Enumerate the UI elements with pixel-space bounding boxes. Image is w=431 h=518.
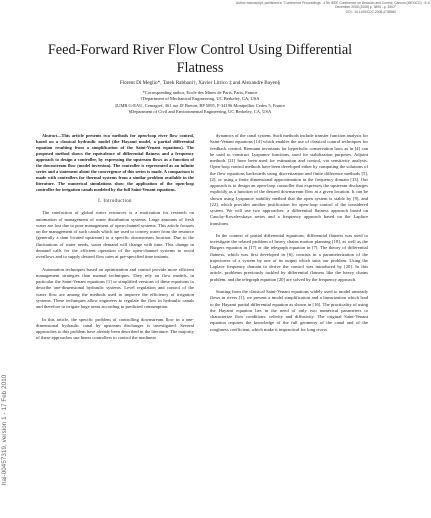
abstract (36, 133, 194, 193)
affiliation-list (40, 90, 360, 115)
banner-line: December 2008 (2008) p. 3895 - p. 3902" (335, 5, 396, 10)
body-paragraph: Starting from the classical Saint-Venant equations widely used to model unsteady flows in rivers [1], we present a model simplification and a linearization which lead to the Hayami partial differential equation as shown in [16]. The practicality of using the Hayami equation lies in the need of only two numerical parameters to characterize flow conditions: celerity and diffusivity. The original Saint-Venant equation requires the knowledge of the full geometry of the canal and of the roughness coefficient, which make it impractical for long rivers (210, 289, 368, 332)
affiliation: †Department of Mechanical Engineering, UC Berkeley, CA, USA (140, 96, 260, 102)
left-column (36, 133, 194, 348)
body-paragraph: dynamics of the canal system. Such methods include transfer function analysis for Saint-Venant equations [14] which enables the use of classical control techniques for feedback control. Riemann invariants for hyperbolic conservation laws as in [4] can be used to construct Lyapunov functions, used for stabilization purposes. Adjoint methods [21] have been used for estimation and control, via sensitivity analysis. Open-loop control methods have been developed either by computing the solutions of the flow equations backwards using discretization and finite difference methods [5], [2], or using a finite dimensional approximation in the frequency domain [13]. Our approach is to design an open-loop controller that expresses the upstream discharges explicitly as a function of the desired downstream flow at a given location. It can be shown using Lyapunov stability method that the open system is stable by [9], and [22], which provides another justification for open-loop control of the considered system. We will use two approaches: a differential flatness approach based on Cauchy-Kovalevskaya series and a frequency approach based on the Laplace transform. (210, 133, 368, 226)
banner-line[interactable]: DOI : 10.1109/CDC.2008.4738960 (345, 9, 396, 14)
hal-side-identifier: hal-00457319, version 1 - 17 Feb 2010 (1, 374, 8, 485)
author-list: Florent Di Meglio*, Tarek Rabbani†, Xavier Litrico ‡ and Alexandre Bayen§ (119, 80, 281, 86)
body-paragraph: In the context of partial differential equations, differential flatness was used to investigate the related problem of heavy chains motion planning [18], as well as the Burgers equation in [17] or the telegraph equation in [7]. The theory of differential flatness, which was first developed in [6], consists in a parameterization of the trajectories of a system by one of its output which suits our problem. Using the Laplace frequency domain to derive the control was introduced by [20]. In this article, problems previously tackled by differential flatness like the heavy chains problem, and the telegraph equation [20] are solved by the frequency approach. (210, 232, 368, 282)
affiliation: §Department of Civil and Environmental Engineering, UC Berkeley, CA, USA (128, 108, 272, 114)
right-column (210, 133, 368, 339)
abstract-lead: Abstract— (42, 133, 62, 138)
body-paragraph: Automation techniques based on optimization and control provide more efficient management strategies than manual techniques. They rely on flow models, in particular the Saint-Venant equations [1] or simplified versions of these equations to describe one-dimensional hydraulic systems. Level regulation and control of the water flow are among the methods used to improve the efficiency of irrigation systems. These techniques allow engineers to regulate the flow in hydraulic canals and therefore to irrigate large areas according to predicted consumption. (36, 266, 194, 310)
abstract-body: This article presents two methods for open-loop river flow control, based on a classical hydraulic model (the Hayami model, a partial differential equation resulting from a simplification of the Saint-Venant equations). The proposed method shows the equivalence of differential flatness and a frequency approach to design a controller, by expressing the upstream flows as a function of the downstream flow (model inversion). The controller is represented as an infinite series and a statement about the convergence of this series is made. A comparison is made with controllers for thermal systems from a similar problem available in the literature. The numerical simulations show the application of the open-loop controller for irrigation canals modeled by the full Saint-Venant equations. (36, 133, 194, 192)
body-paragraph: In this article, the specific problem of controlling downstream flow in a one-dimensional hydraulic canal by upstream discharges is investigated. Several approaches to this problem have already been described in the literature. The majority of these approaches use linear controllers to control the nonlinear (36, 316, 194, 341)
banner-line: Author manuscript, published in "Conference Proceedings - 47th IEEE Conference on Decision and Control, Cancun (MEXICO) : 9-11 (236, 1, 431, 5)
body-paragraph: The rarefaction of global water resources is a motivation for research on automation of management of water distribution systems. Large amounts of fresh water are lost due to poor management of open-channel systems. This article focuses on the management of such canals which are used to convey water from the resource (generally a dam located upstream) to a specific downstream location. Due to the fluctuations of water needs, water demand will change with time. This change in demand calls for the efficient operation of the open-channel systems to avoid overflows and to supply desired flow rates at pre-specified time instants. (36, 210, 194, 260)
affiliation: ‡UMR G-EAU, Cemagref, 361 rue JF Breton, BP 5095, F-34196 Montpellier Cedex 5, France (114, 102, 286, 108)
paper-title: Feed-Forward River Flow Control Using Differential Flatness (47, 42, 353, 76)
section-heading-introduction: I. Introduction (98, 199, 132, 205)
hal-citation-banner (236, 1, 431, 14)
affiliation: *Corresponding author, Ecole des Mines de Paris, Paris, France (142, 90, 258, 95)
